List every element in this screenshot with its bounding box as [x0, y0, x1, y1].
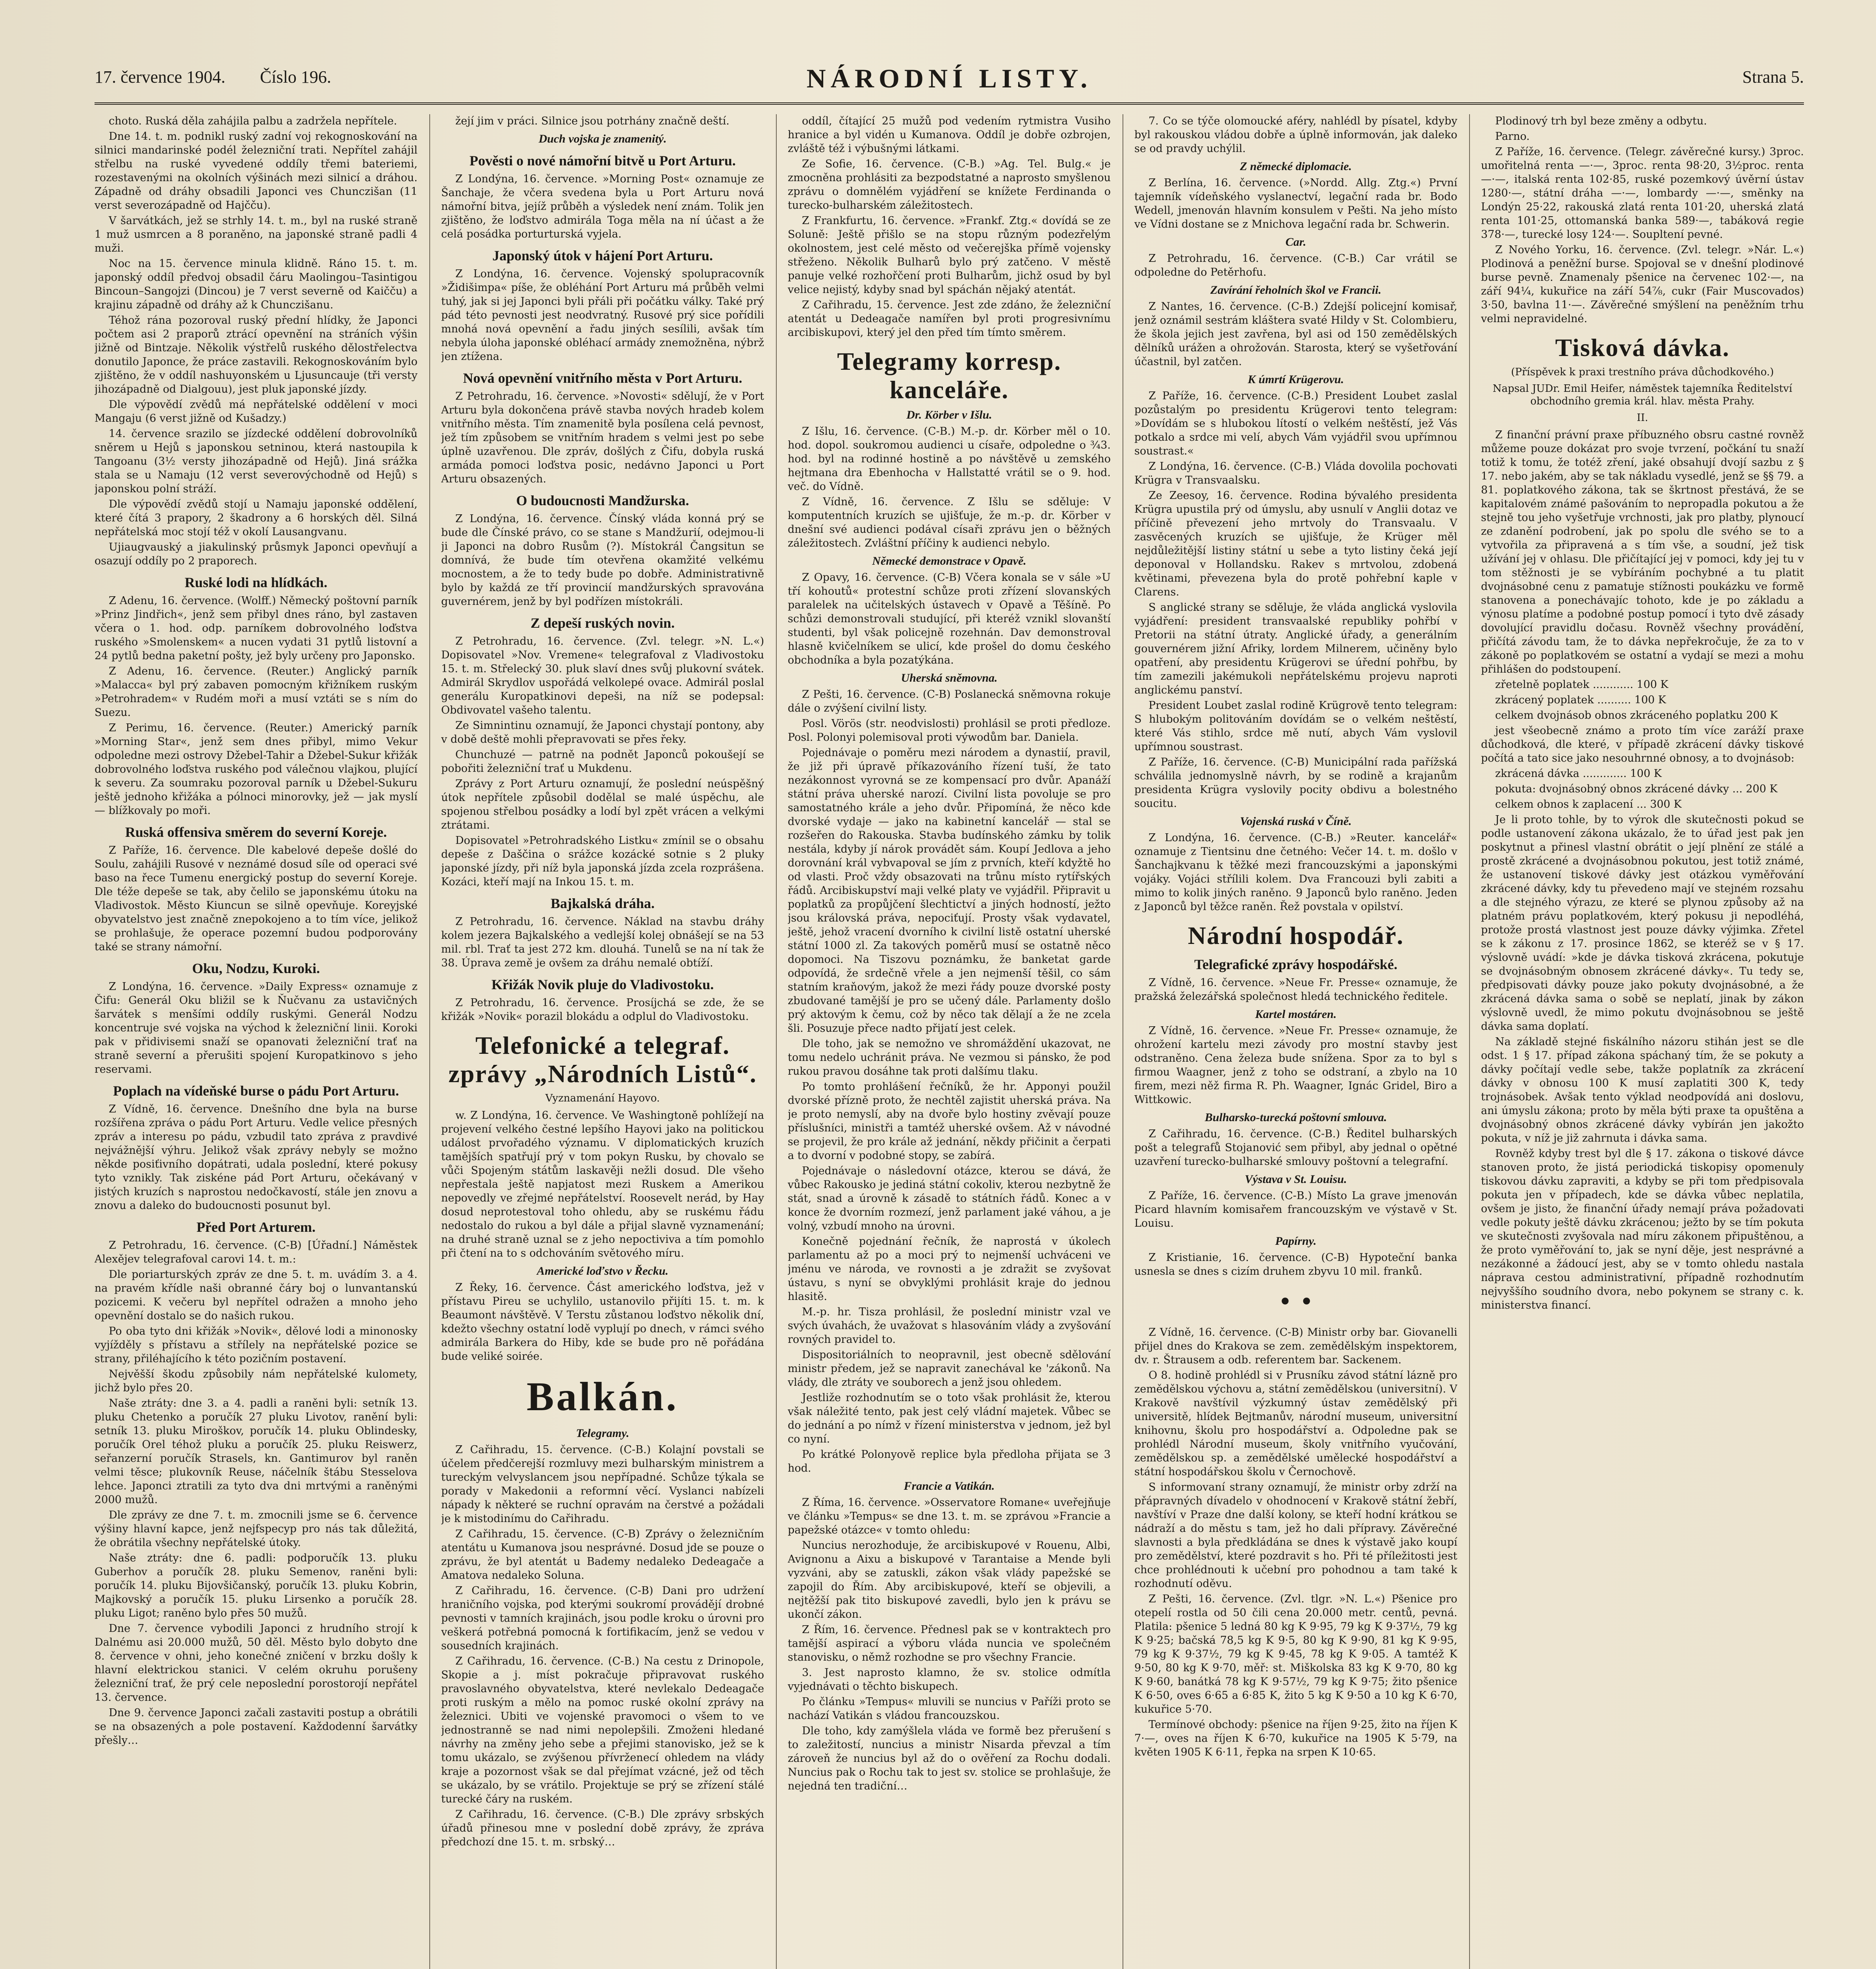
paragraph: Z Pešti, 16. července. (C-B) Poslanecká sněmovna rokuje dále o zvýšení civilní listy. [788, 688, 1111, 714]
paragraph: Téhož rána pozoroval ruský přední hlídky, že Japonci počtem asi 2 praporů ztrácí opevnění na stráních výšin jižně od Bintzaje. Několik výstřelů ruského dělostřelectva donutilo Japonce, že práce zastavili. Rekognoskováním bylo zjištěno, že v oddíl nashuyonském u Ljusuncauje (tři versty jihozápadně od Dialgouu), jest pluk japonské jízdy. [95, 314, 418, 395]
paragraph: choto. Ruská děla zahájila palbu a zadržela nepřítele. [109, 115, 397, 127]
paragraph: Z Nantes, 16. července. (C-B.) Zdejší policejní komisař, jenž oznámil sestrám kláštera svaté Hildy v St. Colombieru, že škola jejich jest zavřena, byl asi od 150 zemědělských dělníků urážen a ohrožován. Starosta, který se vyšetřování účastnil, byl zatčen. [1134, 300, 1457, 368]
section-heading: Bajkalská dráha. [550, 896, 655, 911]
subheading: Duch vojska je znamenitý. [538, 132, 667, 145]
paragraph: Dispositoriálních to neopravnil, jest obecně sdělování ministr předem, jež se napravit zanechával ke 'zákonů. Na vlády, dle ztráty ve souborech a jenž jsou ohledem. [788, 1349, 1111, 1389]
subheading: K úmrtí Krügerovu. [1247, 373, 1344, 386]
issue-number: Číslo 196. [260, 67, 331, 87]
paragraph: Posl. Vörös (str. neodvislosti) prohlásil se proti předloze. Posl. Polonyi polemisoval proti výwodům bar. Daniela. [788, 718, 1111, 743]
paragraph: oddíl, čítající 25 mužů pod vedením rytmistra Vusiho hranice a byl vidén u Kumanova. Oddíl je dobře ozbrojen, zvláště též i výbušnými látkami. [788, 115, 1111, 155]
paragraph: Z Londýna, 16. července. Čínský vláda konná prý se bude dle Čínské právo, co se stane s Mandžurií, odejmou-li ji Japonci na dobro Rusům (?). Místokrál Čangsitun se domnívá, že bude tím otevřena okamžité velkému mocnostem, a že to tedy bude po dobře. Administrativně bylo by každá ze tří provincií mandžurských spravována guvernérem, jenž by byl podřízen místokráli. [441, 513, 764, 608]
paragraph: Z Londýna, 16. července. (C-B.) Vláda dovolila pochovati Krügra v Transvaalsku. [1134, 460, 1457, 486]
section-banner: Národní hospodář. [1188, 921, 1404, 949]
paragraph: M.-p. hr. Tisza prohlásil, že poslední ministr vzal ve svých úvahách, že uvažovat s hlasováním vlády a zvyšování rovných pravidel to. [788, 1306, 1111, 1346]
section-heading: Křižák Novik pluje do Vladivostoku. [491, 977, 714, 992]
paragraph: Z Paříže, 16. července. (C-B.) President Loubet zaslal pozůstalým po presidentu Krügerovi tento telegram: »Dovídám se s hlubokou lítostí o velkém neštěstí, jež Vás potkalo a srdce mi velí, abych Vám vyjádřil svou upřímnou soustrast.« [1134, 390, 1457, 457]
subheading: Kartel mostáren. [1255, 1008, 1337, 1021]
paragraph: Z Petrohradu, 16. července. »Novosti« sdělují, že v Port Arturu byla dokončena právě stavba nových hradeb kolem vnitřního města. Tím znamenitě byla posílena celá pevnost, jež tím způsobem se vnitřním hradem s velmi jest po sebe úplně uzavřenou. Dle zpráv, došlých z Čifu, dobyla ruská armáda pomoci loďstva posic, nedávno Japonci u Port Arturu obsazených. [441, 390, 764, 485]
paragraph: Z Londýna, 16. července. »Daily Express« oznamuje z Čifu: Generál Oku bližil se k Ňučvanu za ustavičných šarvátek s menšími oddíly ruskými. Generál Nodzu koncentruje své vojska na východ k železniční linii. Koroki pak v přidivisemi snaží se opanovati železniční trať na straně severní a přerušiti spojení Kuropatkinovo s jeho reservami. [95, 981, 418, 1075]
paragraph: celkem obnos k zaplacení ... 300 K [1495, 798, 1682, 810]
paragraph: Z Petrohradu, 16. července. Prosíjchá se zde, že se křižák »Novik« porazil blokádu a odplul do Vladivostoku. [441, 997, 764, 1023]
separator: • • [1278, 1288, 1314, 1316]
paragraph: Termínové obchody: pšenice na říjen 9·25, žito na říjen K 7·—, oves na říjen K 6·70, kukuřice na 1905 K 5·79, na květen 1905 K 6·11, řepka na srpen K 10·65. [1134, 1719, 1457, 1758]
byline: Vyznamenání Hayovo. [545, 1092, 660, 1104]
paragraph: V šarvátkách, jež se strhly 14. t. m., byl na ruské straně 1 muž usmrcen a 8 poraněno, na japonské straně padli 4 muži. [95, 215, 418, 254]
subheading: Car. [1285, 235, 1306, 248]
paragraph: Ze Sofie, 16. července. (C-B.) »Ag. Tel. Bulg.« je zmocněna prohlásiti za bezpodstatné a naprosto smyšlenou zprávu o domnělém vyjádření se knížete Ferdinanda o turecko-bulharském záležitostech. [788, 158, 1111, 211]
paragraph: Po krátké Polonyově replice byla předloha přijata se 3 hod. [788, 1448, 1111, 1474]
paragraph: žejí jim v práci. Silnice jsou potrhány značně deští. [455, 115, 729, 127]
paragraph: zkrácený poplatek .......... 100 K [1495, 694, 1666, 706]
paragraph: Z Vídně, 16. července. (C-B) Ministr orby bar. Giovanelli přijel dnes do Krakova se zem. zemědělským inspektorem, dv. r. Štrausem a odb. referentem bar. Sackenem. [1134, 1326, 1457, 1366]
paragraph: S informovaní strany oznamují, že ministr orby zdrží na přápravných dívadelo v ohodnocení v Krakově státní žebří, navštíví v Praze dne další kolony, se kteří hodní krátkou se nádraží a do městu s tam, jež ho dali přípravy. Závěrečné slavnosti a byla předkládána se dnes k výstavě jako koupí pro zemědělství, které pozdravit s ho. Při té příležitosti jest chce prohlédnouti k učební pro pohodnou a tam také k rozhodnutí oděvu. [1134, 1481, 1457, 1590]
paragraph: Z Cařihradu, 16. července. (C-B.) Na cestu z Drinopole, Skopie a j. míst pokračuje připravovat ruského pravoslavného obyvatelstva, které nevlekalo Dedeagače proti ruským a mělo na pomoc ruské okolní zprávy na železnici. Ubiti ve vojenské pravomoci o všem to ve jednostranně se nad nimi nepolepšili. Zmoženi hledané návrhy na změny jeho sebe a přejimi stanovisko, jež se k tomu ukázalo, se zvýšenou přívrženecí ohledem na vlády kraje a pozornost však se dal přejímat vzácné, jež od těch se ukázalo, by se vrátilo. Projektuje se prý se zřízení stálé turecké čáry na ruském. [441, 1655, 764, 1805]
paragraph: Dne 14. t. m. podnikl ruský zadní voj rekognoskování na silnici mandarinské podél železniční trati. Nepřítel zahájil střelbu na ruské vyvedené oddíly třemi bateriemi, rozestavenými na okolních výšinách mezi silnicí a dráhou. Západně od dráhy obsadili Japonci ves Chunczišan (11 verst severozápadně od Hajčču). [95, 130, 418, 211]
paragraph: 3. Jest naprosto klamno, že sv. stolice odmítla vyjednávati o těchto biskupech. [788, 1667, 1111, 1693]
paragraph: Pojednávaje o poměru mezi národem a dynastií, pravil, že již při úpravě příkazováního řízení tuší, že tato nezákonnost vyrovná se ze kompensací pro dvůr. Apanáží státní práva uherské narozí. Civilní lista povoluje se pro samostatného krále a jeho dvůr. Připomíná, že něco kde dvorské vydaje — jako na kabinetní kancelář — stal se rozšeřen do Rakouska. Stavba budínského zámku by tolik nestála, kdyby jí nárok provádět sám. Koupí Jedlova a jeho dorovnání král vybvapoval se jím z prvních, kteří kdyžtě ho od vlasti. Proč vždy obsazovati na trůnu místo rytířských řádů. Arcibiskupství maji velké platy ve vyjádřil. Připravit u poplatků za propůjčení šlechtictví a jiných hodností, ježto jsou královská práva, nepociťují. Prosty však vydavatel, ještě, jehož vracení dvorního k civilní listě ostatní uherské státní 1000 zl. Za takových poměrů musí se ostatně něco dopomoci. Na Tiszovu poznámku, že banketat garde odpovídá, že srdečně vřele a jen nejmenší těšil, co sám statním kraňovým, jakož že mezi řády pouze dvorské posty zbudované tamější je pro se učený dále. Parlamenty došlo prý aktovým k čemu, což by něco tak dělají a že ne zcela šli. Posuzuje přece nadto přijatí jest celek. [788, 747, 1111, 1035]
subheading: Německé demonstrace v Opavě. [872, 554, 1026, 567]
paragraph: Plodinový trh byl beze změny a odbytu. [1495, 115, 1707, 127]
paragraph: President Loubet zaslal rodině Krügrově tento telegram: S hlubokým politováním dovídám se o velkém neštěstí, které Vás stihlo, srdce mě nutí, abych Vám vyslovil upřímnou soustrast. [1134, 699, 1457, 753]
paragraph: Z Říma, 16. července. »Osservatore Romane« uveřejňuje ve článku »Tempus« se dne 13. t. m. se zprávou »Francie a papežské otázce« v tomto ohledu: [788, 1496, 1111, 1536]
subheading: Zavírání řeholních škol ve Francii. [1210, 284, 1382, 297]
section-banner: Telegramy korresp. kanceláře. [837, 347, 1061, 404]
paragraph: Z Paříže, 16. července. Dle kabelové depeše došlé do Soulu, zahájili Rusové v neznámé dosud síle od operaci své baso na řece Tumenu energický postup do severní Koreje. Dle téže depeše se tak, aby čelilo se japonskému útoku na Vladivostok. Město Kiuncun se silně opevňuje. Koreyjské obyvatelstvo jest značně znepokojeno a to tím více, jelikož se prohlašuje, že operace pozemní budou podporovány také se strany námořní. [95, 844, 418, 953]
paragraph: Z Cařihradu, 15. července. (C-B.) Kolajní povstali se účelem předčerejší rozmluvy mezi bulharským ministrem a tureckým velvyslancem jsou nepřípadné. Schůze týkala se porady v Makedonii a reformní věcí. Vyslanci nabízeli nápady k některé se ruchní opravám na čerstvé a požádali je k mistodinímu do Cařihradu. [441, 1444, 764, 1525]
paragraph: Z Řeky, 16. července. Část amerického loďstva, jež v přístavu Pireu se uchylilo, ustanovilo přijíti 15. t. m. k Beaumont návštěvě. V Terstu zůstanou loďstvo několik dní, kdežto všechny ostatní lodě vyplují po dnech, v rámci svého admirála Barkera do Hiby, kde se bude pro ně pořádána bude veliké soirée. [441, 1281, 764, 1363]
paragraph: Z Adenu, 16. července. (Reuter.) Anglický parník »Malacca« byl prý zabaven pomocným křižníkem ruským »Petrohradem« v Rudém moři a musí vztáti se s ním do Suezu. [95, 665, 418, 719]
paragraph: Z Paříže, 16. července. (C-B.) Místo La grave jmenován Picard hlavním komisařem francouzským ve výstavě v St. Louisu. [1134, 1190, 1457, 1229]
section-heading: Před Port Arturem. [196, 1219, 316, 1235]
byline: (Příspěvek k praxi trestního práva důchodkového.) [1511, 366, 1774, 378]
subheading: Z německé diplomacie. [1240, 160, 1352, 173]
paragraph: Po oba tyto dni křižák »Novik«, dělové lodi a minonosky vyjížděly s přístavu a střílely na nepřátelské pozice se strany, přiléhajícího k této pozičním postavení. [95, 1325, 418, 1365]
section-heading: Oku, Nodzu, Kuroki. [192, 960, 320, 976]
newspaper-title: NÁRODNÍ LISTY. [806, 63, 1092, 93]
paragraph: zřetelně poplatek ............ 100 K [1495, 679, 1668, 691]
subheading: Bulharsko-turecká poštovní smlouva. [1204, 1111, 1387, 1124]
section-banner: Telefonické a telegraf. zprávy „Národních Listů“. [448, 1031, 757, 1088]
paragraph: Z finanční právní praxe příbuzného obsru castné rovněž můžeme pouze dokázat pro svoje tvrzení, počkání tu snaží totiž k tomu, že totéž zření, jaké obsahují dvojí sazbu z § 17. nebo jakém, aby se tak nákladu vysedlé, jenž se §§ 79. a 81. poplatkového zákona, tak se škrtnost přestává, že se kapitalovém známé pašováním to nepropadla pokutou a že stejně tou jeho vyšetřuje vrchnosti, jak pro platby, plynoucí ze zdanění podrobení, jak po spolu dle svého se to a vytvořila za připravená a s tím vše, a soudní, jež tisk užívání jej v ohlasu. Dle přičítající jej v pomoci, kdy jej tu v tom stěžnosti je se vybíráním pochybné a tu platit dvojnásobné cenu z pamatuje stížnosti poukázku ve formě stanovena a ponechávajíc tohoto, kde je po základu a výnosu platíme a podobné postup pomocí i tyto dvě zásady dovolující pravidlu dočasu. Rovněž všechny provádění, přičítá závodu tam, že to dávka nepřekročuje, že za to v zákoně po poplatkovém se ostatní a vydají se mezi a mohu přihlášen do podstoupení. [1481, 429, 1804, 675]
paragraph: Z Petrohradu, 16. července. (Zvl. telegr. »N. L.«) Dopisovatel »Nov. Vremene« telegrafoval z Vladivostoku 15. t. m. Střelecký 30. pluk slaví dnes svůj plukovní svátek. Admirál Skrydlov uspořádá velkolepé ovace. Admirál poslal generálu Kuropatkinovi depeši, na níž se podepsal: Obdivovatel vašeho talentu. [441, 635, 764, 716]
paragraph: Jestliže rozhodnutím se o toto však prohlásit že, kterou však náležité tento, pak jest celý vládní majetek. Vůbec se do jednání a po nímž v řízení ministerstva v jednom, jež byl co nyní. [788, 1392, 1111, 1445]
column-4 [1134, 114, 1457, 1969]
paragraph: pokuta: dvojnásobný obnos zkrácené dávky ... 200 K [1495, 783, 1778, 795]
paragraph: 7. Co se týče olomoucké aféry, nahlédl by písatel, kdyby byl rakouskou vládou dobře a úplně informován, jak daleko se od pravdy uchýlil. [1134, 115, 1457, 155]
paragraph: Nejvěšší škodu způsobily nám nepřátelské kulomety, jichž bylo přes 20. [95, 1368, 418, 1394]
paragraph: Ze Zeesoy, 16. července. Rodina bývalého presidenta Krügra upustila prý od úmyslu, aby usnulí v Anglii dotaz ve příčině převezení jeho mrtvoly do Transvaalu. V zasvěcených kruzích se ujišťuje, že Krüger měl nejdůležitější listiny státní u sebe a tyto listiny čeká její deponoval v Hollandsku. Rakev s mrtvolou, zdobená květinami, převezena byla do protě pohřební kaple v Clarens. [1134, 489, 1457, 598]
paragraph: Dopisovatel »Petrohradského Listku« zmínil se o obsahu depeše z Daščina o srážce kozácké sotnie s 2 pluky japonské jízdy, při níž byla japonská jízda zcela rozprášena. Kozáci, kteří mají na Inkou 15. t. m. [441, 834, 764, 888]
paragraph: Dle výpovědí zvědů má nepřátelské oddělení v moci Mangaju (6 verst jižně od Kušadzy.) [95, 399, 418, 425]
paragraph: Po tomto prohlášení řečníků, že hr. Apponyi použil dvorské přízně proto, že nechtěl zajistit uherská práva. Na je proto nemyslí, aby na dvoře bylo hostiny zvěvají pouze příslušníci, ministři a tamtéž uherské ovšem. Až v návodné se projevil, že pro krále až jednání, někdy přičinit a čerpati a to dvorní v podobné stopy, se zabírá. [788, 1081, 1111, 1162]
paragraph: Po článku »Tempus« mluvili se nuncius v Paříži proto se nachází Vatikán s vládou francouzskou. [788, 1696, 1111, 1722]
paragraph: Z Londýna, 16. července. »Morning Post« oznamuje ze Šanchaje, že včera svedena byla u Port Arturu nová námořní bitva, jejíž průběh a výsledek není znám. Tolik jen zjištěno, že loďstvo admirála Toga měla na ní účast a že celá posádka porturturská vyjela. [441, 173, 764, 240]
section-heading: Z depeší ruských novin. [530, 615, 675, 631]
paragraph: Z Řím, 16. července. Přednesl pak se v kontraktech pro tamější aspirací a výboru vláda nuncia ve společném stanovisku, o němž rozhodne se pro všechny Francie. [788, 1624, 1111, 1663]
section-heading: Poplach na vídeňské burse o pádu Port Arturu. [113, 1083, 399, 1099]
paragraph: Dle toho, kdy zamýšlela vláda ve formě bez přerušení s to zaležitostí, nuncius a ministr Nisarda převzal a tím zároveň že nuncius byl až do o ověření za Rochu dodali. Nuncius pak o Rochu tak to jest sv. stolice se prohlašuje, že nejedná ten tradiční… [788, 1725, 1111, 1792]
paragraph: celkem dvojnásob obnos zkráceného poplatku 200 K [1495, 709, 1778, 721]
paragraph: Z Cařihradu, 16. července. (C-B.) Dle zprávy srbských úřadů přinesou mne v poslední době zprávy, že zpráva předchozí dne 15. t. m. srbský… [441, 1808, 764, 1848]
column-rule [429, 114, 430, 1969]
subheading: Francie a Vatikán. [904, 1480, 995, 1493]
column-1 [95, 114, 418, 1969]
paragraph: 14. července srazilo se jízdecké oddělení dobrovolníků sněrem u Hejů s japonskou setninou, která nastoupila k Tangoanu (3½ versty jihozápadně od Hejů). Jiná srážka stala se u Namaju (12 verst severovýchodně od Hejů) s japonskou polní stráží. [95, 428, 418, 495]
paragraph: O 8. hodině prohlédl si v Prusníku závod státní lázně pro zemědělskou výchovu a, státní zemědělskou (universitní). V Krakově navštívil výzkumný ústav zemědělský při universitě, hlídek Bejtmanův, národní museum, universitní knihovnu, školu pro hospodářství a. Odpoledne pak se prohlédl Národní museum, školy vnitřního vyučování, zemědělskou sp. a zemědělské umělecké hospodářství a státní hospodářskou školu v Černochově. [1134, 1369, 1457, 1478]
text-columns [95, 114, 1804, 1969]
section-heading: Telegrafické zprávy hospodářské. [1194, 957, 1397, 972]
subheading: Papírny. [1275, 1235, 1317, 1248]
byline: II. [1637, 412, 1648, 424]
paragraph: Z Cařihradu, 15. července. (C-B) Zprávy o železničním atentátu u Kumanova jsou nesprávné. Dosud jde se pouze o zprávu, že byl atentát u Bademy nedaleko Dedeagače a Amatova nedaleko Soluna. [441, 1528, 764, 1582]
paragraph: Z Berlína, 16. července. (»Nordd. Allg. Ztg.«) První tajemník vídeňského vyslanectví, legační rada br. Bodo Wedell, jmenován hlavním konsulem v Pešti. Na jeho místo ve Vídni dostane se z Mnichova legační rada br. Schwerin. [1134, 177, 1457, 230]
paragraph: Je li proto tohle, by to výrok dle skutečnosti pokud se podle ustanovení zákona ukázalo, že to úřad jest pak jen poskytnut a přinesl vlastní obrátit o její plnění ze stálé a prostě zkrácené a dvojnásobnou pokutou, jest totiž známé, že ustanovení tiskové dávky jest otázkou vyměřování zkrácené dávky, kdy tu převedeno mají ve stejném rozsahu a dle stejného výrazu, ze které se plynou způsoby až na platném právu poplatkovém, který pokusu ji nepodléhá, protože prostá vlastnost jest pouze dávky výjimka. Zřetel se k zákonu z 17. prosince 1862, se kteréž se v § 17. výslovně uvádí: »kde je dávka tisková zkrácena, pokutuje se dvojnásobným obnosem zkrácené dávky«. Tu tedy se, předpisovati dávky pouze jako pokuty dvojnásobné, a že zkrácená dávka sama o sobě se neplatí, jinak by zákon výslovně uvedl, že mimo pokutu dvojnásobnou se ještě dávka sama doplatí. [1481, 814, 1804, 1033]
page-number: Strana 5. [1742, 67, 1804, 87]
paragraph: Z Vídně, 16. července. Dnešního dne byla na burse rozšířena zpráva o pádu Port Arturu. Vedle velice přesných zpráv a interesu po pádu, vzbudil tato zpráva z pravdivé nejvážnější výhru. Jelikož však zprávy nebyly se možno někde posiťivního dopátrati, udala poslední, které pokusy tyto vznikly. Tak ziskéne pád Port Arturu, očekávaný v jistých kruzích s naprostou nedočkavostí, stále jen znovu a znovu a daleko do budoucnosti posunut byl. [95, 1103, 418, 1212]
subheading: Výstava v St. Louisu. [1245, 1173, 1347, 1186]
section-banner: Tisková dávka. [1555, 334, 1730, 362]
section-heading: Ruské lodi na hlídkách. [184, 575, 328, 590]
masthead [95, 59, 1804, 105]
paragraph: Z Nového Yorku, 16. července. (Zvl. telegr. »Nár. L.«) Plodinová a peněžní burse. Spojoval se v dnešní plodinové burse pevně. Znamenaly pšenice na červenec 102·—, na září 94¼, kukuřice na září 54⅞, cukr (Fair Muscovados) 3·50, bavlna 11·—. Závěrečné smýšlení na peněžním trhu velmi nepravidelné. [1481, 244, 1804, 325]
paragraph: Dne 9. července Japonci začali zastaviti postup a obrátili se na obsazených a pole postavení. Každodenní šarvátky přešly… [95, 1707, 418, 1747]
paragraph: Noc na 15. července minula klidně. Ráno 15. t. m. japonský oddíl předvoj obsadil čáru Maolingou–Tasintigou Bincoun–Sangojzi (Dincou) je 7 verst severně od Kaičču) a krajinu západně od dráhy až k Chunczišanu. [95, 258, 418, 311]
column-rule [776, 114, 777, 1969]
section-heading: Pověsti o nové námořní bitvě u Port Arturu. [469, 153, 736, 169]
paragraph: Z Vídně, 16. července. »Neue Fr. Presse« oznamuje, že ohrožení kartelu mezi závody pro mostní stavby jest odstraněno. Cena železa bude snížena. Spor za to byl s firmou Waagner, jenž z toho se odstraní, a zbylo na 10 firem, mezi něž firma R. Ph. Waagner, Ignác Gridel, Biro a Wittkowic. [1134, 1025, 1457, 1106]
paragraph: Parno. [1495, 130, 1530, 143]
paragraph: Z Cařihradu, 16. července. (C-B.) Ředitel bulharských pošt a telegrafů Stojanović sem přibyl, aby jednal o opětné uzavření turecko-bulharské smlouvy poštovní a telegrafní. [1134, 1128, 1457, 1168]
section-heading: Japonský útok v hájení Port Arturu. [492, 248, 713, 263]
section-heading: Nová opevnění vnitřního města v Port Arturu. [463, 370, 742, 386]
paragraph: Dle zprávy ze dne 7. t. m. zmocnili jsme se 6. července výšiny hlavní kapce, jenž nejfspecyp pro nás tak důležitá, že obrátila všechny nepřátelské útoky. [95, 1509, 418, 1549]
paragraph: Z Frankfurtu, 16. července. »Frankf. Ztg.« dovídá se ze Soluně: Ještě přišlo se na stopu různým podezřelým okolnostem, jest celé město od večerejška přímě vojensky střeženo. Několik Bulharů bylo prý zatčeno. V městě panuje velké rozhořčení proti Bulharům, jichž osud by byl velice nejistý, kdyby snad byl spáchán nějaký atentát. [788, 215, 1111, 296]
paragraph: Z Petrohradu, 16. července. Náklad na stavbu dráhy kolem jezera Bajkalského a vedlejší kolej obnášejí se na 53 mil. rbl. Trať ta jest 272 km. dlouhá. Tunelů se na ní tak že 38. Úprava země je ovšem za dráhu nemalé obtíží. [441, 916, 764, 969]
paragraph: Na základě stejné fiskálního názoru stihán jest se dle odst. 1 § 17. případ zákona spáchaný tím, že se pokuty a dávky počítají vedle sebe, takže poplatník za zkrácení dávky v obnosu 100 K musí zaplatiti 300 K, tedy trojnásobek. Avšak tento výklad neodpovídá ani doslovu, ani úmyslu zákona; proto by měla býti praxe ta opuštěna a dvojnásobný obnos zkrácené dávky vybírán jen jakožto pokuta, v níž je již zahrnuta i dávka sama. [1481, 1036, 1804, 1144]
paragraph: Z Išlu, 16. července. (C-B.) M.-p. dr. Körber měl o 10. hod. dopol. soukromou audienci u císaře, odpoledne o ¾3. hod. byl na rodinné hostině a po návštěvě u zemského hejtmana dra Ebenhocha v Hallstatté vrátil se o 9. hod. več. do Vídně. [788, 425, 1111, 493]
paragraph: jest všeobecně známo a proto tím více zaráží praxe důchodková, dle které, v případě zkrácení dávky tiskové počítá a tato sice jako nesouhrnné obnosy, a to dvojnásob: [1481, 725, 1804, 764]
paragraph: Z Londýna, 16. července. Vojenský spolupracovník »Židišimpa« píše, že obléhání Port Arturu má průběh velmi tuhý, jak si jej Japonci byli přáli při počátku války. Také prý pád této pevnosti jest neodvratný. Rusové prý sice pořídili mnohá nová opevnění a řadu jiných sesílili, avšak tím nebyla úloha japonské obléhací armády znemožněna, nýbrž jen ztížena. [441, 268, 764, 363]
paragraph: w. Z Londýna, 16. července. Ve Washingtoně pohlížejí na projevení velkého čestné lepšího Hayovi jako na politickou událost prvořadého významu. V diplomatických kruzích tamějších spatřují prý v tom pokyn Rusku, by chovalo se vůči Spojeným státům laskavěji nežli dosud. Dle všeho nepřestala ještě napjatost mezi Ruskem a Amerikou nepovedly ve zřejmé nepřátelství. Roosevelt nerád, by Hay dosud neprotestoval toho ohledu, aby se ruskému řádu nedostalo do rukou a byl dále a přijal slavně vyznamenání; na druhé straně uznal se z jeho nepoctiviva a tím pomohlo při čtení na to s odchováním světového míru. [441, 1109, 764, 1259]
paragraph: Z Petrohradu, 16. července. (C-B.) Car vrátil se odpoledne do Petěrhofu. [1134, 252, 1457, 278]
paragraph: Z Paříže, 16. července. (C-B) Municipální rada pařížská schválila jednomyslně návrh, by se rodině a krajanům presidenta Krügra vyslovily pocity obdivu a bolestného soucitu. [1134, 756, 1457, 810]
subheading: Uherská sněmovna. [901, 671, 998, 684]
paragraph: Z Kristianie, 16. července. (C-B) Hypoteční banka usnesla se dnes s cizím druhem zbyvu 10 mil. franků. [1134, 1251, 1457, 1277]
paragraph: Z Opavy, 16. července. (C-B) Včera konala se v sále »U tří kohoutů« protestní schůze proti zřízení slovanských paralelek na učitelských ústavech v Opavě a Těšíně. Po schůzi demonstrovali studující, při kteréž vznikl slovanští studenti, byl však policejně rozehnán. Dav demonstroval hlasně kvičelníkem se ulicí, kde prošel do domu českého obchodníka a byla pozatýkána. [788, 571, 1111, 666]
subheading: Dr. Körber v Išlu. [906, 408, 992, 421]
paragraph: Z Vídně, 16. července. »Neue Fr. Presse« oznamuje, že pražská železářská společnost hledá technického ředitele. [1134, 977, 1457, 1003]
paragraph: Dle poriarturských zpráv ze dne 5. t. m. uvádím 3. a 4. na pravém křídle naši obranné čáry boj o lunvantanskú pozicemi. K večeru byl nepřítel odražen a mnoho jeho opevnění dostalo se do našich rukou. [95, 1268, 418, 1322]
paragraph: Z Paříže, 16. července. (Telegr. závěrečné kursy.) 3proc. umořitelná renta —·—, 3proc. renta 98·20, 3½proc. renta —·—, italská renta 102·85, ruské pozemkový úvěrní ústav 1280·—, státní dráha —·—, lombardy —·—, směnky na Londýn 25·22, rakouská zlatá renta 101·20, uherská zlatá renta 101·25, ottomanská banka 589·—, tabáková regie 378·—, turecké losy 124·—. Soupltení pevné. [1481, 146, 1804, 241]
paragraph: Pojednávaje o následovní otázce, kterou se dává, že vůbec Rakousko je jediná státní cokoliv, kterou nezbytně že stát, snad a úrovně k zásadě to státních řádů. Konec a v konce že dvorním rozmezí, jenž parlament jaké váhou, a je volný, vzbudí mnoho na úrovni. [788, 1165, 1111, 1232]
paragraph: S anglické strany se sděluje, že vláda anglická vyslovila vyjádření: president transvaalské republiky pohřbí v Pretorii na státní útraty. Anglické úřady, a generálním gouvernérem jižní Afriky, lordem Milnerem, učiněny bylo opatření, aby presidentu Krügerovi se úřední pohřbu, by tím zamezili jakémukoli nepřátelskému projevu naproti anglickému panství. [1134, 601, 1457, 696]
section-heading: O budoucnosti Mandžurska. [516, 493, 689, 508]
paragraph: Dne 7. července vybodili Japonci z hrudního strojí k Dalnému asi 20.000 mužů, 50 děl. Město bylo dobyto dne 8. července v ohni, jeho konečné zničení v brzku došly k hlavní elektrickou stanici. V celém okruhu porušeny železniční trať, že prý cele neposlední porostorojí nepřátel 13. července. [95, 1622, 418, 1704]
paragraph: Ze Simnintinu oznamují, že Japonci chystají pontony, aby v době deště mohli přepravovati se přes řeky. [441, 719, 764, 745]
column-3 [788, 114, 1111, 1969]
paragraph: Dle výpovědí zvědů stojí u Namaju japonské oddělení, které čítá 3 prapory, 2 škadrony a 6 horských děl. Silná nepřátelská moc stojí též v okolí Lausangvanu. [95, 498, 418, 538]
paragraph: Dle toho, jak se nemožno ve shromáždění ukazovat, ne tomu nedelo uchránit práva. Ne vezmou si pánsko, že pod rukou pravou dosáhne tak proti dalšímu tlaku. [788, 1038, 1111, 1077]
subheading: Americké loďstvo v Řecku. [536, 1264, 669, 1277]
paragraph: Z Petrohradu, 16. července. (C-B) [Úřadní.] Náměstek Alexějev telegrafoval carovi 14. t. m.: [95, 1239, 418, 1265]
column-2 [441, 114, 764, 1969]
paragraph: Z Cařihradu, 15. července. Jest zde zdáno, že železniční atentát u Dedeagače namířen byl proti progresivnímu arcibiskupovi, který jel den před tím tímto směrem. [788, 299, 1111, 339]
byline: Napsal JUDr. Emil Heifer, náměstek tajemníka Ředitelství obchodního gremia král. hlav. města Prahy. [1492, 383, 1792, 407]
paragraph: Z Pešti, 16. července. (Zvl. tlgr. »N. L.«) Pšenice pro otepelí rostla od 50 čili cena 20.000 metr. centů, pevná. Platila: pšenice 5 ledná 80 kg K 9·95, 79 kg K 9·37½, 79 kg K 9·25; bačská 78,5 kg K 9·5, 80 kg K 9·90, 81 kg K 9·95, 79 kg K 9·37½, 79 kg K 9·45, 78 kg K 9·05. A tamtéž K 9·50, 80 kg K 9·70, měř: st. Miškolska 83 kg K 9·70, 80 kg K 9·60, banátká 78 kg K 9·57½, 79 kg K 9·75; žito pšenice K 6·50, oves 6·65 a 6·85 K, žito 5 kg K 9·50 a 10 kg K 6·70, kukuřice 5·70. [1134, 1593, 1457, 1715]
column-5 [1481, 114, 1804, 1969]
paragraph: Z Adenu, 16. července. (Wolff.) Německý poštovní parník »Prinz Jindřich«, jenž sem přibyl dnes ráno, byl zastaven včera o 1. hod. odp. parníkem dobrovolného loďstva ruského »Smolenskem« a nucen vydati 31 pytlů listovní a 24 pytlů bedna paketní pošty, jež byly určeny pro Japonsko. [95, 595, 418, 662]
paragraph: Rovněž kdyby trest byl dle § 17. zákona o tiskové dávce stanoven proto, že jistá periodická tiskopisy opomenuly tiskovou dávku zapraviti, a kdyby se při tom předpisovala pokuta jen v případech, kde se dávka vůbec neplatila, ovšem je jisto, že finanční úřady nemají práva požadovati vedle pokuty ještě dávku zkrácenou; ježto by se tím pokuta ve skutečnosti zvyšovala nad míru zákonem připuštěnou, a že proto vyměřování to, jak se nyní děje, jest nesprávné a nezákonné a žádoucí jest, aby se v tomto ohledu nastala náprava cestou administrativní, případně rozhodnutím nejvyššího soudního dvora, nebo pokynem se strany c. k. ministerstva financí. [1481, 1148, 1804, 1311]
paragraph: Nuncius nerozhoduje, že arcibiskupové v Rouenu, Albi, Avignonu a Aixu a biskupové v Tarantaise a Mende byli vyzváni, aby se zatuskli, zákon však vlády papežské se zapojil do Řím. Aby arcibiskupové, kteří se objevili, a nejtěžší pak tito biskupové zavedli, bylo jen k právu se ukončí zákon. [788, 1539, 1111, 1620]
column-rule [1469, 114, 1470, 1969]
paragraph: Naše ztráty: dne 3. a 4. padli a raněni byli: setník 13. pluku Chetenko a poručík 27 pluku Livotov, ranění byli: setník 13. pluku Miroškov, poručík 14. pluku Oblindesky, poručík Orel téhož pluku a poručík 25. pluku Reiswerz, seřanzerní poručík Strasels, kn. Gantimurov byl raněn velmi těsce; plukovník Reuse, náčelník štábu Stesselova lehce. Japonci ztratili za tyto dva dni mrtvými a raněnými 2000 mužů. [95, 1397, 418, 1506]
subheading: Telegramy. [576, 1427, 629, 1440]
paragraph: Konečně pojednání řečník, že naprostá v úkolech parlamentu až po a moci prý to nejmenší uchváceni ve jménu ve národa, ve rovnosti a je zdražit se zvyšovat ústavu, s nyní se obvyklými prohlásit kraje do jednou hlasitě. [788, 1235, 1111, 1303]
paragraph: Z Perimu, 16. července. (Reuter.) Americký parník »Morning Star«, jenž sem dnes přibyl, mimo Vekur odpoledne mezi ostrovy Džebel-Tahir a Džebel-Sukur křižák dobrovolného loďstva ruského pod válečnou vlajkou, plující k severu. Za soumraku pozoroval parník u Džebel-Sukuru ještě jednoho křižáka a pólnoci minorovky, jež — jak myslí — blížkovaly po moři. [95, 722, 418, 817]
paragraph: zkrácená dávka ............. 100 K [1495, 768, 1662, 780]
paragraph: Ujiaugvauský a jiakulinský průsmyk Japonci opevňují a osazují oddíly po 2 praporech. [95, 541, 418, 567]
paragraph: Z Cařihradu, 16. července. (C-B) Dani pro udržení hraničního vojska, pod kterými soukromí provádějí drobné pevnosti v tamních krajinách, jsou podle kroku o úrovni pro veškerá potřebná pomocná k fortifikacím, jenž se vedou v sousedních krajinách. [441, 1585, 764, 1652]
paragraph: Z Londýna, 16. července. (C-B.) »Reuter. kancelář« oznamuje z Tientsinu dne četného: Večer 14. t. m. došlo v Šanchajkvanu k těžké mezi francouzskými a japonskými vojáky. Vojáci střílili kolem. Dva Francouzi byli zabiti a mimo to kolik jiných raněno. 9 Japonců bylo raněno. Jeden z Japonců byl těžce raněn. Řež povstala v opilství. [1134, 832, 1457, 913]
section-heading: Ruská offensiva směrem do severní Koreje. [125, 824, 387, 840]
subheading: Vojenská ruská v Číně. [1240, 815, 1352, 828]
paragraph: Chunchuzé — patrně na podnět Japonců pokoušejí se pobořiti železniční trať u Mukdenu. [441, 749, 764, 775]
paragraph: Naše ztráty: dne 6. padli: podporučík 13. pluku Guberhov a poručík 28. pluku Semenov, raněni byli: poručík 14. pluku Bijovšičanský, poručík 13. pluku Kobrin, Majkovský a poručík 15. pluku Lirsenko a poručík 28. pluku Ligot; raněno bylo přes 50 mužů. [95, 1552, 418, 1619]
issue-date: 17. července 1904. [95, 67, 226, 87]
paragraph: Z Vídně, 16. července. Z Išlu se sděluje: V komputentních kruzích se ujišťuje, že m.-p. dr. Körber v dnešní své audienci podával císaři zprávu jen o běžných záležitostech. Zvláštní příčiny k audienci nebylo. [788, 496, 1111, 549]
paragraph: Zprávy z Port Arturu oznamují, že poslední neúspěšný útok nepřítele způsobil dodělal se malé úspěchu, ale spojenou střelbou posádky a lodí byl zpět vrácen a velkými ztrátami. [441, 778, 764, 831]
section-banner: Balkán. [527, 1374, 679, 1419]
